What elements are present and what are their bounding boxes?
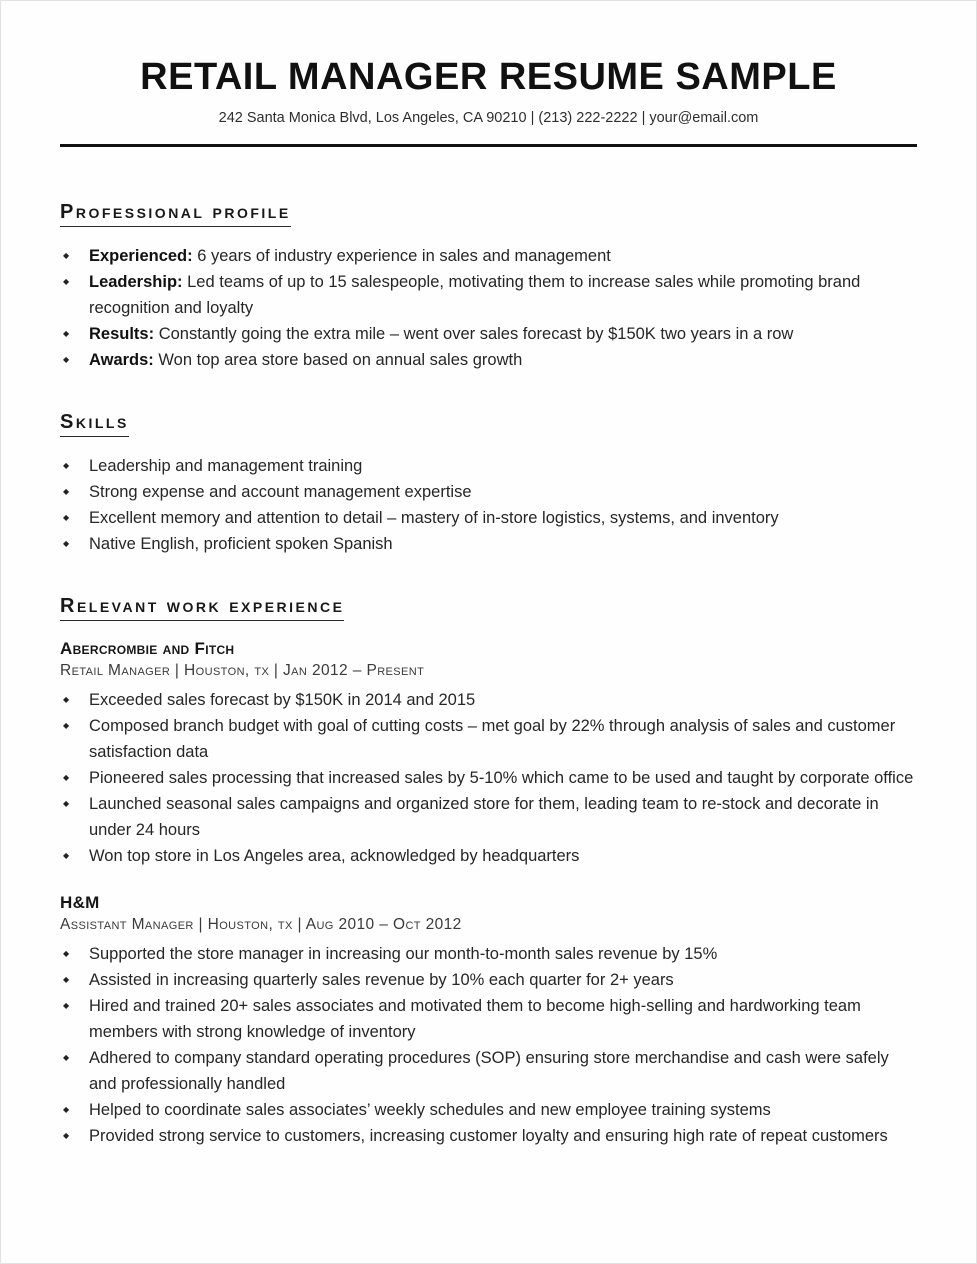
resume-body <box>60 201 917 1149</box>
job-meta: Assistant Manager | Houston, tx | Aug 2010 – Oct 2012 <box>60 916 462 933</box>
list-item <box>60 843 917 869</box>
list-item <box>60 269 917 321</box>
bullet-icon: ◆ <box>63 539 70 548</box>
bullet-rest: Won top area store based on annual sales growth <box>153 351 523 369</box>
bullet-icon: ◆ <box>63 721 70 730</box>
job-hm <box>60 893 917 1149</box>
bullet-text: Strong expense and account management expertise <box>89 483 472 501</box>
bullet-icon: ◆ <box>63 851 70 860</box>
bullet-text: Pioneered sales processing that increased sales by 5-10% which came to be used and taught by corporate office <box>89 769 914 787</box>
bullet-text: Native English, proficient spoken Spanish <box>89 535 393 553</box>
list-item <box>60 791 917 843</box>
company-name: Abercrombie and Fitch <box>60 639 235 658</box>
heading-text: Relevant work experience <box>60 595 344 621</box>
bullet-text: Helped to coordinate sales associates’ weekly schedules and new employee training systems <box>89 1101 771 1119</box>
heading-work-experience <box>60 595 917 621</box>
list-item <box>60 941 917 967</box>
list-item <box>60 347 917 373</box>
heading-skills <box>60 411 917 437</box>
page-title: RETAIL MANAGER RESUME SAMPLE <box>140 56 837 98</box>
section-professional-profile <box>60 201 917 373</box>
bullet-lead: Experienced: <box>89 247 193 265</box>
section-skills <box>60 411 917 557</box>
skills-bullet-list <box>60 453 917 557</box>
bullet-icon: ◆ <box>63 513 70 522</box>
bullet-icon: ◆ <box>63 1053 70 1062</box>
section-work-experience <box>60 595 917 1149</box>
list-item <box>60 243 917 269</box>
bullet-lead: Results: <box>89 325 155 343</box>
heading-professional-profile <box>60 201 917 227</box>
bullet-icon: ◆ <box>63 1001 70 1010</box>
bullet-text: Adhered to company standard operating procedures (SOP) ensuring store merchandise and cash were safely and professionally handled <box>89 1049 889 1093</box>
list-item <box>60 453 917 479</box>
bullet-icon: ◆ <box>63 975 70 984</box>
heading-text: Professional profile <box>60 201 291 227</box>
bullet-text <box>89 321 917 347</box>
bullet-icon: ◆ <box>63 461 70 470</box>
bullet-text: Provided strong service to customers, increasing customer loyalty and ensuring high rate of repeat customers <box>89 1127 888 1145</box>
job-meta: Retail Manager | Houston, tx | Jan 2012 – Present <box>60 662 425 679</box>
list-item <box>60 1045 917 1097</box>
list-item <box>60 505 917 531</box>
list-item <box>60 321 917 347</box>
bullet-rest: 6 years of industry experience in sales and management <box>192 247 611 265</box>
bullet-text <box>89 269 917 321</box>
bullet-icon: ◆ <box>63 355 70 364</box>
bullet-icon: ◆ <box>63 251 70 260</box>
bullet-text: Excellent memory and attention to detail – mastery of in-store logistics, systems, and inventory <box>89 509 779 527</box>
bullet-text: Assisted in increasing quarterly sales revenue by 10% each quarter for 2+ years <box>89 971 674 989</box>
bullet-text: Hired and trained 20+ sales associates and motivated them to become high-selling and hardworking team members with strong knowledge of inventory <box>89 997 861 1041</box>
bullet-text: Won top store in Los Angeles area, acknowledged by headquarters <box>89 847 580 865</box>
list-item <box>60 765 917 791</box>
contact-line: 242 Santa Monica Blvd, Los Angeles, CA 90210 | (213) 222-2222 | your@email.com <box>218 110 759 126</box>
bullet-icon: ◆ <box>63 277 70 286</box>
header-divider <box>60 144 917 147</box>
bullet-text: Leadership and management training <box>89 457 363 475</box>
job-abercrombie <box>60 639 917 869</box>
bullet-icon: ◆ <box>63 1105 70 1114</box>
list-item <box>60 713 917 765</box>
list-item <box>60 479 917 505</box>
profile-bullet-list <box>60 243 917 373</box>
list-item <box>60 531 917 557</box>
bullet-icon: ◆ <box>63 329 70 338</box>
job-bullet-list <box>60 687 917 869</box>
bullet-text <box>89 243 917 269</box>
bullet-text: Composed branch budget with goal of cutting costs – met goal by 22% through analysis of sales and customer satisfaction data <box>89 717 896 761</box>
bullet-lead: Awards: <box>89 351 154 369</box>
bullet-icon: ◆ <box>63 949 70 958</box>
list-item <box>60 1097 917 1123</box>
list-item <box>60 967 917 993</box>
bullet-icon: ◆ <box>63 487 70 496</box>
company-name: H&M <box>60 893 100 912</box>
bullet-icon: ◆ <box>63 695 70 704</box>
bullet-text: Launched seasonal sales campaigns and organized store for them, leading team to re-stock and decorate in under 24 hours <box>89 795 879 839</box>
job-bullet-list <box>60 941 917 1149</box>
resume-header <box>1 1 976 147</box>
bullet-icon: ◆ <box>63 773 70 782</box>
bullet-rest: Constantly going the extra mile – went over sales forecast by $150K two years in a row <box>154 325 794 343</box>
heading-text: Skills <box>60 411 129 437</box>
bullet-icon: ◆ <box>63 799 70 808</box>
bullet-text <box>89 347 917 373</box>
bullet-text: Exceeded sales forecast by $150K in 2014 and 2015 <box>89 691 476 709</box>
list-item <box>60 687 917 713</box>
list-item <box>60 993 917 1045</box>
bullet-rest: Led teams of up to 15 salespeople, motivating them to increase sales while promoting brand recognition and loyalty <box>89 273 861 317</box>
bullet-icon: ◆ <box>63 1131 70 1140</box>
bullet-lead: Leadership: <box>89 273 183 291</box>
bullet-text: Supported the store manager in increasing our month-to-month sales revenue by 15% <box>89 945 718 963</box>
list-item <box>60 1123 917 1149</box>
